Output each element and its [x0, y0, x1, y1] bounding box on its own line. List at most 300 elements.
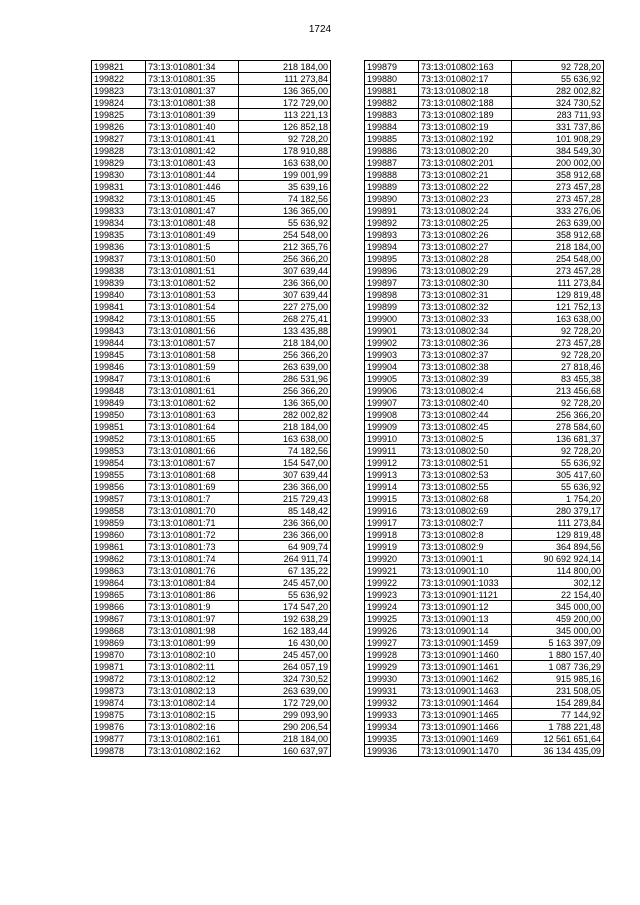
- table-row: [365, 481, 604, 493]
- cadastral-number-cell: 73:13:010802:18: [419, 85, 512, 97]
- row-id-cell: 199888: [365, 169, 419, 181]
- cadastral-number-cell: 73:13:010802:69: [419, 505, 512, 517]
- cadastral-number-cell: 73:13:010802:24: [419, 205, 512, 217]
- table-row: [365, 349, 604, 361]
- table-row: [92, 481, 331, 493]
- row-id-cell: 199870: [92, 649, 146, 661]
- cadastral-number-cell: 73:13:010801:64: [146, 421, 239, 433]
- value-cell: 1 788 221,48: [512, 721, 604, 733]
- table-row: [365, 61, 604, 73]
- table-row: [92, 589, 331, 601]
- value-cell: 273 457,28: [512, 193, 604, 205]
- row-id-cell: 199918: [365, 529, 419, 541]
- value-cell: 92 728,20: [512, 397, 604, 409]
- cadastral-number-cell: 73:13:010802:15: [146, 709, 239, 721]
- cadastral-number-cell: 73:13:010802:45: [419, 421, 512, 433]
- cadastral-number-cell: 73:13:010801:69: [146, 481, 239, 493]
- cadastral-number-cell: 73:13:010901:1469: [419, 733, 512, 745]
- value-cell: 245 457,00: [239, 577, 331, 589]
- cadastral-number-cell: 73:13:010802:55: [419, 481, 512, 493]
- value-cell: 129 819,48: [512, 529, 604, 541]
- row-id-cell: 199861: [92, 541, 146, 553]
- value-cell: 283 711,93: [512, 109, 604, 121]
- cadastral-number-cell: 73:13:010802:53: [419, 469, 512, 481]
- table-row: [365, 493, 604, 505]
- value-cell: 154 547,00: [239, 457, 331, 469]
- table-row: [92, 565, 331, 577]
- cadastral-number-cell: 73:13:010801:72: [146, 529, 239, 541]
- value-cell: 74 182,56: [239, 445, 331, 457]
- cadastral-number-cell: 73:13:010801:74: [146, 553, 239, 565]
- row-id-cell: 199837: [92, 253, 146, 265]
- value-cell: 218 184,00: [239, 61, 331, 73]
- value-cell: 364 894,56: [512, 541, 604, 553]
- row-id-cell: 199823: [92, 85, 146, 97]
- row-id-cell: 199892: [365, 217, 419, 229]
- value-cell: 172 729,00: [239, 697, 331, 709]
- table-row: [92, 721, 331, 733]
- table-row: [365, 409, 604, 421]
- value-cell: 358 912,68: [512, 169, 604, 181]
- cadastral-number-cell: 73:13:010801:57: [146, 337, 239, 349]
- row-id-cell: 199863: [92, 565, 146, 577]
- cadastral-number-cell: 73:13:010801:67: [146, 457, 239, 469]
- row-id-cell: 199843: [92, 325, 146, 337]
- row-id-cell: 199879: [365, 61, 419, 73]
- row-id-cell: 199903: [365, 349, 419, 361]
- table-row: [365, 649, 604, 661]
- table-row: [365, 181, 604, 193]
- cadastral-number-cell: 73:13:010802:161: [146, 733, 239, 745]
- table-row: [365, 577, 604, 589]
- row-id-cell: 199826: [92, 121, 146, 133]
- value-cell: 459 200,00: [512, 613, 604, 625]
- cadastral-number-cell: 73:13:010801:54: [146, 301, 239, 313]
- table-row: [365, 121, 604, 133]
- cadastral-number-cell: 73:13:010802:25: [419, 217, 512, 229]
- row-id-cell: 199831: [92, 181, 146, 193]
- value-cell: 133 435,88: [239, 325, 331, 337]
- table-row: [92, 217, 331, 229]
- cadastral-number-cell: 73:13:010802:51: [419, 457, 512, 469]
- row-id-cell: 199836: [92, 241, 146, 253]
- value-cell: 162 183,44: [239, 625, 331, 637]
- row-id-cell: 199935: [365, 733, 419, 745]
- row-id-cell: 199880: [365, 73, 419, 85]
- table-row: [365, 217, 604, 229]
- cadastral-number-cell: 73:13:010802:31: [419, 289, 512, 301]
- cadastral-number-cell: 73:13:010801:446: [146, 181, 239, 193]
- table-row: [365, 109, 604, 121]
- table-row: [92, 97, 331, 109]
- value-cell: 324 730,52: [239, 673, 331, 685]
- row-id-cell: 199931: [365, 685, 419, 697]
- row-id-cell: 199846: [92, 361, 146, 373]
- value-cell: 236 366,00: [239, 277, 331, 289]
- value-cell: 263 639,00: [512, 217, 604, 229]
- table-row: [92, 229, 331, 241]
- row-id-cell: 199839: [92, 277, 146, 289]
- value-cell: 213 456,68: [512, 385, 604, 397]
- value-cell: 1 754,20: [512, 493, 604, 505]
- table-row: [92, 373, 331, 385]
- value-cell: 83 455,38: [512, 373, 604, 385]
- value-cell: 273 457,28: [512, 337, 604, 349]
- value-cell: 273 457,28: [512, 265, 604, 277]
- value-cell: 263 639,00: [239, 361, 331, 373]
- row-id-cell: 199907: [365, 397, 419, 409]
- cadastral-number-cell: 73:13:010801:43: [146, 157, 239, 169]
- cadastral-number-cell: 73:13:010801:34: [146, 61, 239, 73]
- cadastral-number-cell: 73:13:010802:10: [146, 649, 239, 661]
- cadastral-number-cell: 73:13:010801:65: [146, 433, 239, 445]
- row-id-cell: 199911: [365, 445, 419, 457]
- row-id-cell: 199855: [92, 469, 146, 481]
- row-id-cell: 199915: [365, 493, 419, 505]
- cadastral-number-cell: 73:13:010802:11: [146, 661, 239, 673]
- row-id-cell: 199899: [365, 301, 419, 313]
- row-id-cell: 199848: [92, 385, 146, 397]
- value-cell: 290 206,54: [239, 721, 331, 733]
- value-cell: 256 366,20: [239, 385, 331, 397]
- value-cell: 256 366,20: [512, 409, 604, 421]
- value-cell: 174 547,20: [239, 601, 331, 613]
- table-row: [365, 85, 604, 97]
- cadastral-number-cell: 73:13:010802:68: [419, 493, 512, 505]
- cadastral-number-cell: 73:13:010901:14: [419, 625, 512, 637]
- table-row: [365, 553, 604, 565]
- table-row: [365, 145, 604, 157]
- cadastral-number-cell: 73:13:010802:7: [419, 517, 512, 529]
- table-row: [92, 241, 331, 253]
- value-cell: 27 818,46: [512, 361, 604, 373]
- cadastral-number-cell: 73:13:010801:44: [146, 169, 239, 181]
- cadastral-number-cell: 73:13:010801:51: [146, 265, 239, 277]
- value-cell: 136 365,00: [239, 205, 331, 217]
- row-id-cell: 199840: [92, 289, 146, 301]
- cadastral-number-cell: 73:13:010802:40: [419, 397, 512, 409]
- row-id-cell: 199891: [365, 205, 419, 217]
- row-id-cell: 199876: [92, 721, 146, 733]
- value-cell: 302,12: [512, 577, 604, 589]
- table-row: [365, 385, 604, 397]
- row-id-cell: 199886: [365, 145, 419, 157]
- cadastral-number-cell: 73:13:010802:50: [419, 445, 512, 457]
- table-row: [365, 277, 604, 289]
- row-id-cell: 199933: [365, 709, 419, 721]
- value-cell: 172 729,00: [239, 97, 331, 109]
- cadastral-number-cell: 73:13:010802:14: [146, 697, 239, 709]
- table-row: [365, 541, 604, 553]
- cadastral-number-cell: 73:13:010801:40: [146, 121, 239, 133]
- table-row: [365, 745, 604, 757]
- table-row: [92, 577, 331, 589]
- value-cell: 384 549,30: [512, 145, 604, 157]
- table-row: [365, 205, 604, 217]
- cadastral-number-cell: 73:13:010802:21: [419, 169, 512, 181]
- value-cell: 236 366,00: [239, 529, 331, 541]
- value-cell: 77 144,92: [512, 709, 604, 721]
- table-row: [92, 637, 331, 649]
- table-row: [92, 697, 331, 709]
- value-cell: 231 508,05: [512, 685, 604, 697]
- cadastral-number-cell: 73:13:010801:97: [146, 613, 239, 625]
- table-row: [92, 349, 331, 361]
- row-id-cell: 199856: [92, 481, 146, 493]
- table-row: [365, 457, 604, 469]
- value-cell: 101 908,29: [512, 133, 604, 145]
- table-row: [365, 565, 604, 577]
- value-cell: 299 093,90: [239, 709, 331, 721]
- cadastral-number-cell: 73:13:010802:9: [419, 541, 512, 553]
- table-row: [92, 169, 331, 181]
- cadastral-number-cell: 73:13:010801:62: [146, 397, 239, 409]
- cadastral-number-cell: 73:13:010801:35: [146, 73, 239, 85]
- row-id-cell: 199922: [365, 577, 419, 589]
- row-id-cell: 199925: [365, 613, 419, 625]
- row-id-cell: 199873: [92, 685, 146, 697]
- cadastral-number-cell: 73:13:010801:50: [146, 253, 239, 265]
- cadastral-number-cell: 73:13:010802:162: [146, 745, 239, 757]
- page-number: 1724: [308, 24, 332, 35]
- cadastral-number-cell: 73:13:010901:1: [419, 553, 512, 565]
- row-id-cell: 199844: [92, 337, 146, 349]
- value-cell: 92 728,20: [512, 325, 604, 337]
- row-id-cell: 199926: [365, 625, 419, 637]
- row-id-cell: 199883: [365, 109, 419, 121]
- cadastral-number-cell: 73:13:010801:63: [146, 409, 239, 421]
- cadastral-number-cell: 73:13:010801:84: [146, 577, 239, 589]
- row-id-cell: 199916: [365, 505, 419, 517]
- table-row: [92, 385, 331, 397]
- row-id-cell: 199884: [365, 121, 419, 133]
- table-row: [92, 325, 331, 337]
- table-row: [92, 457, 331, 469]
- table-row: [365, 673, 604, 685]
- cadastral-number-cell: 73:13:010801:45: [146, 193, 239, 205]
- cadastral-number-cell: 73:13:010801:99: [146, 637, 239, 649]
- row-id-cell: 199878: [92, 745, 146, 757]
- table-row: [92, 265, 331, 277]
- table-row: [92, 205, 331, 217]
- table-row: [365, 721, 604, 733]
- row-id-cell: 199835: [92, 229, 146, 241]
- table-row: [92, 61, 331, 73]
- table-row: [365, 97, 604, 109]
- row-id-cell: 199851: [92, 421, 146, 433]
- value-cell: 22 154,40: [512, 589, 604, 601]
- row-id-cell: 199872: [92, 673, 146, 685]
- table-row: [92, 361, 331, 373]
- cadastral-number-cell: 73:13:010802:37: [419, 349, 512, 361]
- row-id-cell: 199908: [365, 409, 419, 421]
- row-id-cell: 199860: [92, 529, 146, 541]
- cadastral-number-cell: 73:13:010802:22: [419, 181, 512, 193]
- cadastral-number-cell: 73:13:010901:13: [419, 613, 512, 625]
- row-id-cell: 199887: [365, 157, 419, 169]
- row-id-cell: 199845: [92, 349, 146, 361]
- value-cell: 218 184,00: [239, 421, 331, 433]
- row-id-cell: 199833: [92, 205, 146, 217]
- right-table-body: [365, 61, 604, 757]
- table-row: [92, 625, 331, 637]
- table-row: [92, 673, 331, 685]
- value-cell: 163 638,00: [239, 433, 331, 445]
- table-row: [92, 421, 331, 433]
- cadastral-number-cell: 73:13:010802:19: [419, 121, 512, 133]
- cadastral-number-cell: 73:13:010802:8: [419, 529, 512, 541]
- table-row: [92, 409, 331, 421]
- table-row: [365, 613, 604, 625]
- cadastral-number-cell: 73:13:010801:58: [146, 349, 239, 361]
- value-cell: 307 639,44: [239, 289, 331, 301]
- cadastral-number-cell: 73:13:010802:163: [419, 61, 512, 73]
- cadastral-number-cell: 73:13:010801:49: [146, 229, 239, 241]
- value-cell: 74 182,56: [239, 193, 331, 205]
- table-row: [92, 661, 331, 673]
- cadastral-number-cell: 73:13:010901:1465: [419, 709, 512, 721]
- row-id-cell: 199864: [92, 577, 146, 589]
- row-id-cell: 199890: [365, 193, 419, 205]
- row-id-cell: 199902: [365, 337, 419, 349]
- table-row: [365, 337, 604, 349]
- cadastral-number-cell: 73:13:010901:1466: [419, 721, 512, 733]
- value-cell: 85 148,42: [239, 505, 331, 517]
- cadastral-number-cell: 73:13:010802:29: [419, 265, 512, 277]
- value-cell: 236 366,00: [239, 481, 331, 493]
- value-cell: 199 001,99: [239, 169, 331, 181]
- cadastral-number-cell: 73:13:010802:32: [419, 301, 512, 313]
- value-cell: 36 134 435,09: [512, 745, 604, 757]
- value-cell: 55 636,92: [512, 457, 604, 469]
- cadastral-number-cell: 73:13:010901:1464: [419, 697, 512, 709]
- table-row: [365, 229, 604, 241]
- table-row: [92, 277, 331, 289]
- table-row: [92, 85, 331, 97]
- cadastral-number-cell: 73:13:010802:36: [419, 337, 512, 349]
- table-row: [365, 421, 604, 433]
- cadastral-number-cell: 73:13:010901:1121: [419, 589, 512, 601]
- cadastral-number-cell: 73:13:010801:52: [146, 277, 239, 289]
- value-cell: 111 273,84: [512, 277, 604, 289]
- table-row: [92, 253, 331, 265]
- value-cell: 256 366,20: [239, 349, 331, 361]
- row-id-cell: 199828: [92, 145, 146, 157]
- cadastral-number-cell: 73:13:010901:12: [419, 601, 512, 613]
- value-cell: 192 638,29: [239, 613, 331, 625]
- table-row: [365, 697, 604, 709]
- cadastral-number-cell: 73:13:010801:47: [146, 205, 239, 217]
- row-id-cell: 199906: [365, 385, 419, 397]
- value-cell: 254 548,00: [239, 229, 331, 241]
- table-row: [92, 649, 331, 661]
- table-row: [92, 517, 331, 529]
- row-id-cell: 199904: [365, 361, 419, 373]
- cadastral-number-cell: 73:13:010802:34: [419, 325, 512, 337]
- cadastral-number-cell: 73:13:010801:48: [146, 217, 239, 229]
- cadastral-number-cell: 73:13:010801:37: [146, 85, 239, 97]
- row-id-cell: 199885: [365, 133, 419, 145]
- table-row: [365, 661, 604, 673]
- value-cell: 92 728,20: [512, 349, 604, 361]
- row-id-cell: 199910: [365, 433, 419, 445]
- table-row: [92, 709, 331, 721]
- row-id-cell: 199919: [365, 541, 419, 553]
- table-row: [365, 517, 604, 529]
- row-id-cell: 199842: [92, 313, 146, 325]
- value-cell: 333 276,06: [512, 205, 604, 217]
- value-cell: 218 184,00: [239, 733, 331, 745]
- row-id-cell: 199830: [92, 169, 146, 181]
- row-id-cell: 199882: [365, 97, 419, 109]
- table-row: [365, 397, 604, 409]
- row-id-cell: 199889: [365, 181, 419, 193]
- table-row: [92, 145, 331, 157]
- row-id-cell: 199853: [92, 445, 146, 457]
- table-row: [365, 433, 604, 445]
- value-cell: 254 548,00: [512, 253, 604, 265]
- cadastral-number-cell: 73:13:010801:66: [146, 445, 239, 457]
- table-row: [365, 265, 604, 277]
- row-id-cell: 199865: [92, 589, 146, 601]
- row-id-cell: 199850: [92, 409, 146, 421]
- row-id-cell: 199917: [365, 517, 419, 529]
- value-cell: 345 000,00: [512, 625, 604, 637]
- value-cell: 268 275,41: [239, 313, 331, 325]
- value-cell: 113 221,13: [239, 109, 331, 121]
- cadastral-number-cell: 73:13:010802:5: [419, 433, 512, 445]
- value-cell: 64 909,74: [239, 541, 331, 553]
- row-id-cell: 199832: [92, 193, 146, 205]
- row-id-cell: 199858: [92, 505, 146, 517]
- row-id-cell: 199896: [365, 265, 419, 277]
- table-row: [365, 73, 604, 85]
- value-cell: 163 638,00: [239, 157, 331, 169]
- table-row: [92, 553, 331, 565]
- value-cell: 121 752,13: [512, 301, 604, 313]
- value-cell: 55 636,92: [512, 73, 604, 85]
- table-row: [365, 289, 604, 301]
- row-id-cell: 199875: [92, 709, 146, 721]
- table-row: [92, 745, 331, 757]
- cadastral-number-cell: 73:13:010801:53: [146, 289, 239, 301]
- row-id-cell: 199838: [92, 265, 146, 277]
- value-cell: 236 366,00: [239, 517, 331, 529]
- cadastral-number-cell: 73:13:010901:1033: [419, 577, 512, 589]
- table-row: [365, 193, 604, 205]
- row-id-cell: 199825: [92, 109, 146, 121]
- table-row: [92, 313, 331, 325]
- value-cell: 307 639,44: [239, 469, 331, 481]
- row-id-cell: 199859: [92, 517, 146, 529]
- row-id-cell: 199829: [92, 157, 146, 169]
- row-id-cell: 199895: [365, 253, 419, 265]
- value-cell: 92 728,20: [239, 133, 331, 145]
- row-id-cell: 199834: [92, 217, 146, 229]
- row-id-cell: 199893: [365, 229, 419, 241]
- table-row: [365, 733, 604, 745]
- table-row: [92, 685, 331, 697]
- table-row: [365, 445, 604, 457]
- value-cell: 264 057,19: [239, 661, 331, 673]
- row-id-cell: 199913: [365, 469, 419, 481]
- cadastral-number-cell: 73:13:010802:23: [419, 193, 512, 205]
- cadastral-number-cell: 73:13:010801:98: [146, 625, 239, 637]
- row-id-cell: 199862: [92, 553, 146, 565]
- row-id-cell: 199821: [92, 61, 146, 73]
- value-cell: 305 417,60: [512, 469, 604, 481]
- row-id-cell: 199898: [365, 289, 419, 301]
